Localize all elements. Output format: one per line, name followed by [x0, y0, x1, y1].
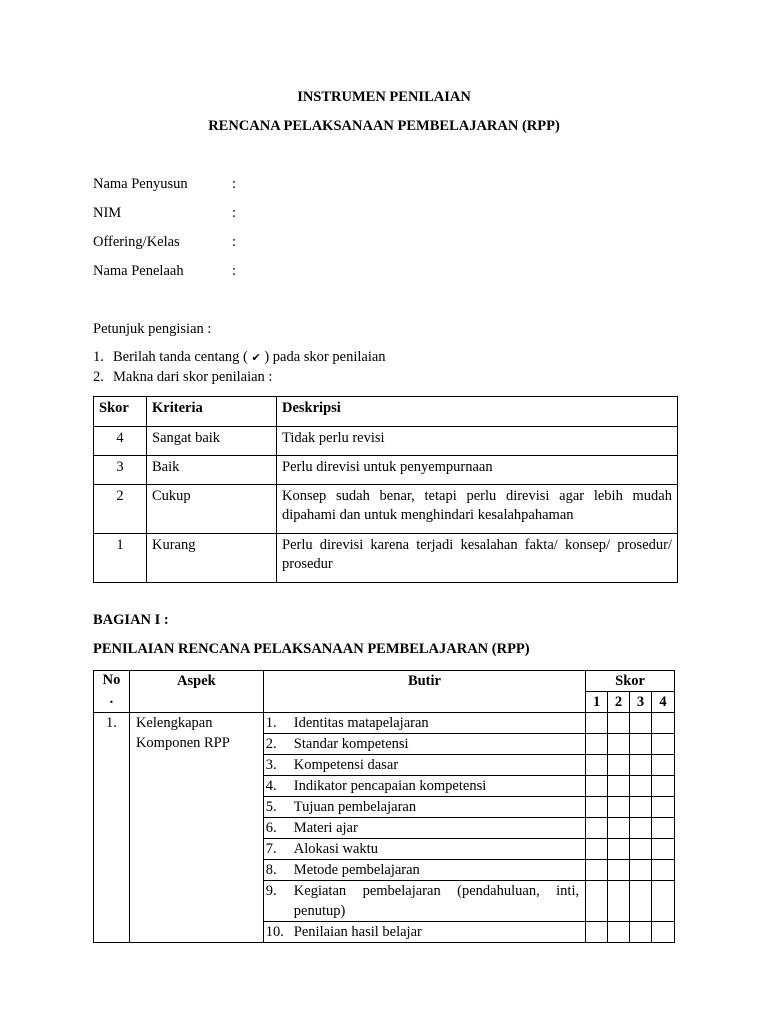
table-row — [94, 534, 678, 583]
field-label-nim: NIM — [93, 205, 122, 221]
butir-cell — [263, 839, 585, 860]
butir-cell — [263, 881, 585, 922]
score-checkbox-4[interactable] — [651, 776, 674, 797]
table-row — [94, 456, 678, 485]
aspek-cell: Kelengkapan Komponen RPP — [129, 713, 263, 943]
score-checkbox-2[interactable] — [608, 713, 630, 734]
skor-cell: 1 — [94, 534, 147, 583]
table-row — [94, 485, 678, 534]
deskripsi-cell: Perlu direvisi karena terjadi kesalahan fakta/ konsep/ prosedur/ prosedur — [277, 534, 678, 583]
field-separator: : — [232, 263, 237, 279]
score-checkbox-2[interactable] — [608, 839, 630, 860]
field-label-nama-penyusun: Nama Penyusun — [93, 176, 188, 192]
score-checkbox-1[interactable] — [586, 776, 608, 797]
header-butir: Butir — [263, 671, 585, 713]
butir-text: Kompetensi dasar — [293, 757, 399, 773]
butir-number: 8. — [265, 862, 277, 878]
butir-number: 5. — [265, 799, 277, 815]
butir-number: 9. — [265, 883, 277, 899]
butir-cell — [263, 860, 585, 881]
butir-text: Identitas matapelajaran — [293, 715, 429, 731]
score-checkbox-1[interactable] — [586, 713, 608, 734]
score-checkbox-2[interactable] — [608, 922, 630, 943]
score-checkbox-2[interactable] — [608, 776, 630, 797]
header-deskripsi: Deskripsi — [277, 397, 678, 427]
score-checkbox-3[interactable] — [630, 839, 652, 860]
deskripsi-cell: Perlu direvisi untuk penyempurnaan — [277, 456, 678, 485]
table-row — [94, 713, 675, 734]
butir-number: 4. — [265, 778, 277, 794]
score-checkbox-3[interactable] — [630, 922, 652, 943]
header-no — [94, 671, 130, 713]
score-checkbox-4[interactable] — [651, 713, 674, 734]
header-aspek: Aspek — [129, 671, 263, 713]
butir-cell — [263, 755, 585, 776]
score-checkbox-4[interactable] — [651, 755, 674, 776]
score-checkbox-1[interactable] — [586, 818, 608, 839]
field-separator: : — [232, 205, 237, 221]
score-checkbox-4[interactable] — [651, 839, 674, 860]
butir-text: Indikator pencapaian kompetensi — [293, 778, 487, 794]
document-subtitle: RENCANA PELAKSANAAN PEMBELAJARAN (RPP) — [208, 118, 560, 134]
score-checkbox-4[interactable] — [651, 881, 674, 922]
score-checkbox-3[interactable] — [630, 860, 652, 881]
header-skor: Skor — [94, 397, 147, 427]
section-subheading: PENILAIAN RENCANA PELAKSANAAN PEMBELAJARAN (RPP) — [93, 641, 530, 657]
table-header-row — [94, 397, 678, 427]
butir-text: Metode pembelajaran — [293, 862, 420, 878]
score-checkbox-1[interactable] — [586, 734, 608, 755]
butir-cell — [263, 734, 585, 755]
instruction-text: Berilah tanda centang ( — [113, 349, 252, 365]
score-checkbox-3[interactable] — [630, 797, 652, 818]
field-separator: : — [232, 176, 237, 192]
butir-cell — [263, 818, 585, 839]
butir-number: 6. — [265, 820, 277, 836]
header-skor-4: 4 — [651, 692, 674, 713]
butir-number: 10. — [265, 924, 284, 940]
score-checkbox-4[interactable] — [651, 922, 674, 943]
score-checkbox-2[interactable] — [608, 881, 630, 922]
butir-text: Kegiatan pembelajaran (pendahuluan, inti, penutup) — [293, 883, 580, 919]
instruction-number: 1. — [93, 349, 104, 365]
instruction-text: Makna dari skor penilaian : — [113, 369, 273, 385]
score-checkbox-3[interactable] — [630, 755, 652, 776]
header-skor-1: 1 — [586, 692, 608, 713]
header-skor: Skor — [586, 671, 675, 692]
skor-cell: 4 — [94, 427, 147, 456]
butir-cell — [263, 776, 585, 797]
butir-cell — [263, 922, 585, 943]
kriteria-cell: Kurang — [147, 534, 277, 583]
score-checkbox-4[interactable] — [651, 734, 674, 755]
score-table — [93, 396, 678, 583]
instruction-number: 2. — [93, 369, 104, 385]
kriteria-cell: Cukup — [147, 485, 277, 534]
score-checkbox-1[interactable] — [586, 860, 608, 881]
score-checkbox-1[interactable] — [586, 755, 608, 776]
score-checkbox-2[interactable] — [608, 755, 630, 776]
skor-cell: 2 — [94, 485, 147, 534]
header-no-label: No — [102, 672, 121, 688]
butir-number: 1. — [265, 715, 277, 731]
document-title: INSTRUMEN PENILAIAN — [297, 89, 471, 105]
assessment-table — [93, 670, 675, 943]
deskripsi-cell: Tidak perlu revisi — [277, 427, 678, 456]
deskripsi-cell: Konsep sudah benar, tetapi perlu direvisi agar lebih mudah dipahami dan untuk menghindari kesalahpahaman — [277, 485, 678, 534]
butir-text: Alokasi waktu — [293, 841, 378, 857]
butir-text: Tujuan pembelajaran — [293, 799, 417, 815]
butir-number: 7. — [265, 841, 277, 857]
score-checkbox-4[interactable] — [651, 818, 674, 839]
score-checkbox-1[interactable] — [586, 797, 608, 818]
score-checkbox-3[interactable] — [630, 734, 652, 755]
butir-text: Penilaian hasil belajar — [293, 924, 422, 940]
score-checkbox-4[interactable] — [651, 797, 674, 818]
score-checkbox-3[interactable] — [630, 776, 652, 797]
score-checkbox-2[interactable] — [608, 860, 630, 881]
score-checkbox-2[interactable] — [608, 734, 630, 755]
butir-number: 3. — [265, 757, 277, 773]
score-checkbox-1[interactable] — [586, 881, 608, 922]
header-skor-2: 2 — [608, 692, 630, 713]
instruction-text: ) pada skor penilaian — [260, 349, 386, 365]
checkmark-icon: ✔ — [251, 351, 261, 364]
section-heading: BAGIAN I : — [93, 612, 169, 628]
score-checkbox-3[interactable] — [630, 881, 652, 922]
score-checkbox-1[interactable] — [586, 922, 608, 943]
butir-text: Standar kompetensi — [293, 736, 409, 752]
header-no-dot: . — [109, 691, 114, 707]
butir-cell — [263, 797, 585, 818]
field-separator: : — [232, 234, 237, 250]
score-checkbox-1[interactable] — [586, 839, 608, 860]
table-row — [94, 427, 678, 456]
score-checkbox-3[interactable] — [630, 818, 652, 839]
butir-number: 2. — [265, 736, 277, 752]
field-label-offering-kelas: Offering/Kelas — [93, 234, 180, 250]
score-checkbox-2[interactable] — [608, 818, 630, 839]
header-kriteria: Kriteria — [147, 397, 277, 427]
instruction-item-1 — [93, 349, 386, 366]
kriteria-cell: Sangat baik — [147, 427, 277, 456]
field-label-nama-penelaah: Nama Penelaah — [93, 263, 184, 279]
table-header-row — [94, 671, 675, 692]
butir-text: Materi ajar — [293, 820, 358, 836]
score-checkbox-4[interactable] — [651, 860, 674, 881]
row-number: 1. — [94, 713, 130, 943]
instruction-item-2 — [93, 369, 272, 386]
kriteria-cell: Baik — [147, 456, 277, 485]
score-checkbox-2[interactable] — [608, 797, 630, 818]
instructions-heading: Petunjuk pengisian : — [93, 321, 212, 337]
butir-cell — [263, 713, 585, 734]
skor-cell: 3 — [94, 456, 147, 485]
header-skor-3: 3 — [630, 692, 652, 713]
score-checkbox-3[interactable] — [630, 713, 652, 734]
